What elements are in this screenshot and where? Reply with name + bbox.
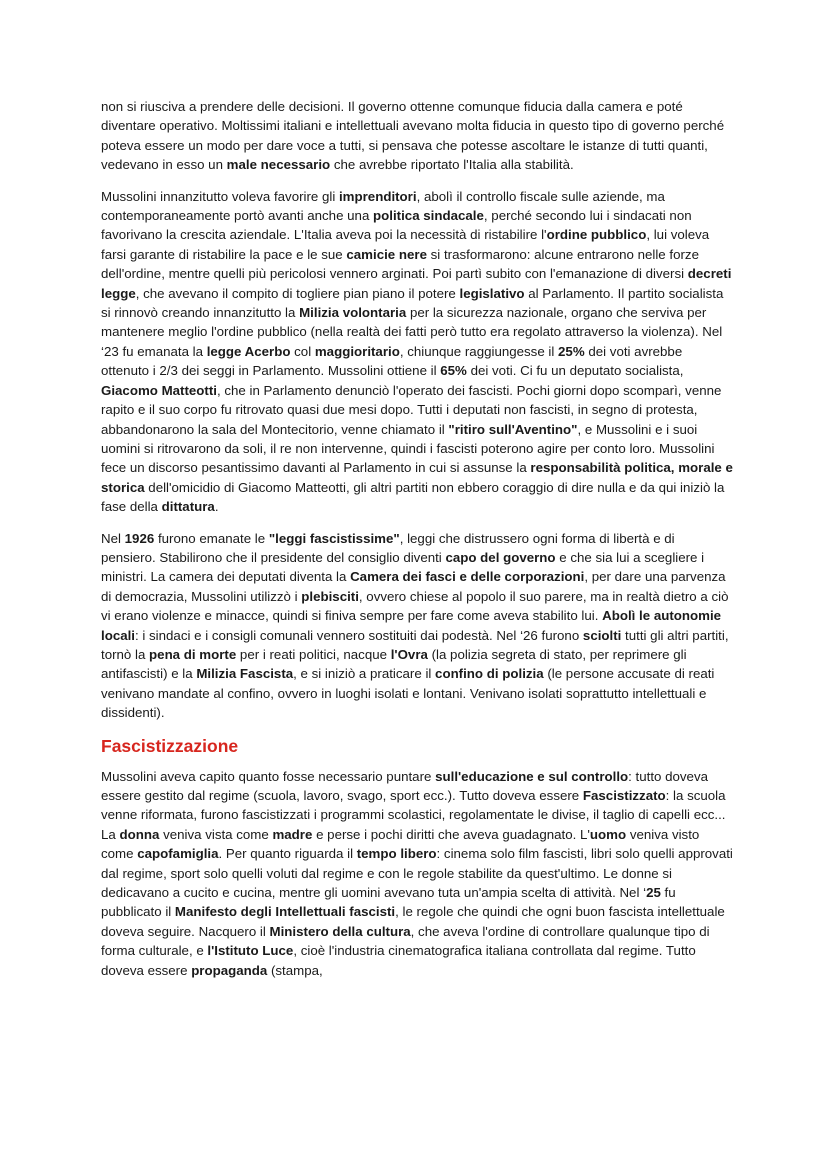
bold-term: decreti legge	[101, 266, 732, 301]
text-run: , cioè l'industria cinematografica italiana controllata dal regime. Tutto doveva essere	[101, 943, 696, 978]
bold-term: Ministero della cultura	[269, 923, 411, 939]
text-run: veniva visto come	[101, 826, 700, 862]
bold-term: capo del governo	[445, 549, 556, 565]
bold-term: propaganda	[191, 962, 268, 978]
paragraph-group-bottom	[101, 767, 733, 980]
bold-term: madre	[272, 826, 313, 842]
text-run: furono emanate le	[154, 530, 269, 546]
text-run: , per dare una parvenza di democrazia, Mussolini utilizzò i	[101, 569, 726, 604]
text-run: dei voti avrebbe ottenuto i 2/3 dei seggi in Parlamento. Mussolini ottiene il	[101, 343, 683, 379]
paragraph	[101, 97, 733, 175]
bold-term: pena di morte	[149, 646, 237, 662]
text-run: veniva vista come	[159, 826, 273, 842]
bold-term: sciolti	[582, 627, 622, 643]
paragraph	[101, 767, 733, 980]
text-run: , abolì il controllo fiscale sulle aziende, ma contemporaneamente portò avanti anche una	[101, 188, 665, 224]
bold-term: capofamiglia	[137, 846, 219, 862]
bold-term: 1926	[124, 530, 155, 546]
bold-term: legge Acerbo	[206, 343, 291, 359]
document-page	[101, 97, 733, 992]
bold-term: legislativo	[459, 285, 525, 301]
text-run: .	[214, 499, 219, 515]
text-run: . Per quanto riguarda il	[218, 846, 357, 862]
paragraph-group-top	[101, 97, 733, 723]
bold-term: l'Ovra	[390, 646, 428, 662]
text-run: , lui voleva farsi garante di ristabilire la pace e le sue	[101, 227, 710, 262]
text-run: (stampa,	[267, 962, 323, 978]
bold-term: imprenditori	[338, 188, 417, 204]
text-run: , perché secondo lui i sindacati non favorivano la crescita aziendale. L'Italia aveva poi la necessità di ristabilire l'	[101, 208, 692, 243]
bold-term: Fascistizzato	[582, 788, 666, 803]
text-run: Mussolini aveva capito quanto fosse necessario puntare	[101, 768, 436, 784]
text-run: : i sindaci e i consigli comunali vennero sostituiti dai podestà. Nel ‘26 furono	[135, 627, 583, 643]
text-run: col	[290, 343, 315, 359]
text-run: , che in Parlamento denunciò l'operato dei fascisti. Pochi giorni dopo scomparì, venne rapito e il suo corpo fu ritrovato quasi due mesi dopo. Tutti i deputati non fascisti, in segno di protesta, abbandonarono la sala del Montecitorio, venne chiamato il	[101, 382, 722, 437]
bold-term: dittatura	[161, 499, 215, 515]
text-run: Nel	[101, 530, 125, 546]
bold-term: maggioritario	[314, 343, 400, 359]
bold-term: male necessario	[226, 157, 331, 173]
text-run: (la polizia segreta di stato, per reprimere gli antifascisti) e la	[101, 646, 687, 682]
bold-term: plebisciti	[301, 588, 359, 604]
bold-term: politica sindacale	[373, 208, 484, 224]
bold-term: donna	[119, 826, 160, 842]
paragraph	[101, 187, 733, 517]
text-run: , ovvero chiese al popolo il suo parere, ma in realtà dietro a ciò vi erano violenze e minacce, quindi si finiva sempre per fare come aveva stabilito lui.	[101, 588, 729, 624]
bold-term: Camera dei fasci e delle corporazioni	[350, 569, 585, 585]
text-run: , chiunque raggiungesse il	[399, 343, 559, 359]
text-run: , e Mussolini e i suoi uomini si ritrovarono da soli, il re non intervenne, quindi i fascisti poterono agire per conto loro. Mussolini fece un discorso pesantissimo davanti al Parlamento in cui si assunse la	[101, 421, 715, 476]
text-run: che avrebbe riportato l'Italia alla stabilità.	[330, 157, 574, 173]
text-run: al Parlamento. Il partito socialista si rinnovò creando innanzitutto la	[101, 285, 724, 321]
bold-term: 25%	[558, 343, 585, 359]
text-run: : la scuola venne riformata, furono fascistizzati i programmi scolastici, regolamentate le divise, il taglio di capelli ecc... La	[101, 788, 726, 842]
text-run: (le persone accusate di reati venivano mandate al confino, ovvero in luoghi isolati e lontani. Venivano isolati soprattutto intellettuali e dissidenti).	[101, 666, 715, 721]
bold-term: uomo	[589, 826, 627, 842]
text-run: e che sia lui a scegliere i ministri. La camera dei deputati diventa la	[101, 549, 705, 585]
bold-term: "leggi fascistissime"	[268, 530, 400, 546]
text-run: dei voti. Ci fu un deputato socialista,	[466, 363, 684, 379]
bold-term: Giacomo Matteotti	[101, 382, 217, 398]
text-run: fu pubblicato il	[101, 885, 676, 920]
text-run: si trasformarono: alcune entrarono nelle forze dell'ordine, mentre quelli più pericolosi vennero arginati. Poi partì subito con l'emanazione di diversi	[101, 246, 699, 282]
bold-term: responsabilità politica, morale e storica	[101, 460, 733, 495]
text-run: per la sicurezza nazionale, organo che serviva per mantenere meglio l'ordine pubblico (nella realtà dei fatti però tutto era regolato attraverso la violenza). Nel ‘23 fu emanata la	[101, 305, 723, 359]
bold-term: Milizia volontaria	[299, 305, 407, 321]
text-run: , che avevano il compito di togliere pian piano il potere	[135, 285, 460, 301]
text-run: tutti gli altri partiti, tornò la	[101, 627, 729, 662]
bold-term: confino di polizia	[435, 666, 544, 682]
section-heading: Fascistizzazione	[101, 735, 239, 756]
paragraph	[101, 529, 733, 723]
text-run: e perse i pochi diritti che aveva guadagnato. L'	[312, 826, 590, 842]
bold-term: l'Istituto Luce	[207, 943, 294, 959]
bold-term: Manifesto degli Intellettuali fascisti	[174, 904, 396, 920]
text-run: , leggi che distrussero ogni forma di libertà e di pensiero. Stabilirono che il presidente del consiglio diventi	[101, 530, 675, 565]
text-run: , che aveva l'ordine di controllare qualunque tipo di forma culturale, e	[101, 923, 710, 959]
text-run: , le regole che quindi che ogni buon fascista intellettuale doveva seguire. Nacquero il	[101, 904, 725, 939]
text-run: : cinema solo film fascisti, libri solo quelli approvati dal regime, sport solo quelli voluti dal regime e con le regole stabilite da quest'ultimo. Le donne si dedicavano a cucito e cucina, mentre gli uomini avevano tuta un'ampia scelta di attività. Nel ‘	[101, 846, 733, 901]
bold-term: 65%	[440, 363, 467, 379]
bold-term: sull'educazione e sul controllo	[435, 768, 629, 784]
bold-term: ordine pubblico	[546, 227, 647, 243]
bold-term: Abolì le autonomie locali	[101, 608, 722, 643]
text-run: dell'omicidio di Giacomo Matteotti, gli altri partiti non ebbero coraggio di dire nulla e da qui iniziò la fase della	[101, 479, 725, 515]
bold-term: "ritiro sull'Aventino"	[448, 421, 578, 437]
text-run: per i reati politici, nacque	[236, 646, 391, 662]
bold-term: 25	[646, 885, 661, 901]
bold-term: tempo libero	[356, 846, 437, 862]
bold-term: Milizia Fascista	[196, 666, 294, 682]
text-run: Mussolini innanzitutto voleva favorire gli	[101, 188, 339, 204]
text-run: , e si iniziò a praticare il	[293, 666, 436, 682]
text-run: non si riusciva a prendere delle decisioni. Il governo ottenne comunque fiducia dalla camera e poté diventare operativo. Moltissimi italiani e intellettuali avevano molta fiducia in questo tipo di governo perché poteva essere un modo per dare voce a tutti, si pensava che potesse ascoltare le istanze di tutti quanti, vedevano in esso un	[101, 99, 725, 173]
text-run: : tutto doveva essere gestito dal regime (scuola, lavoro, svago, sport ecc.). Tutto doveva essere	[101, 768, 708, 803]
bold-term: camicie nere	[346, 246, 427, 262]
